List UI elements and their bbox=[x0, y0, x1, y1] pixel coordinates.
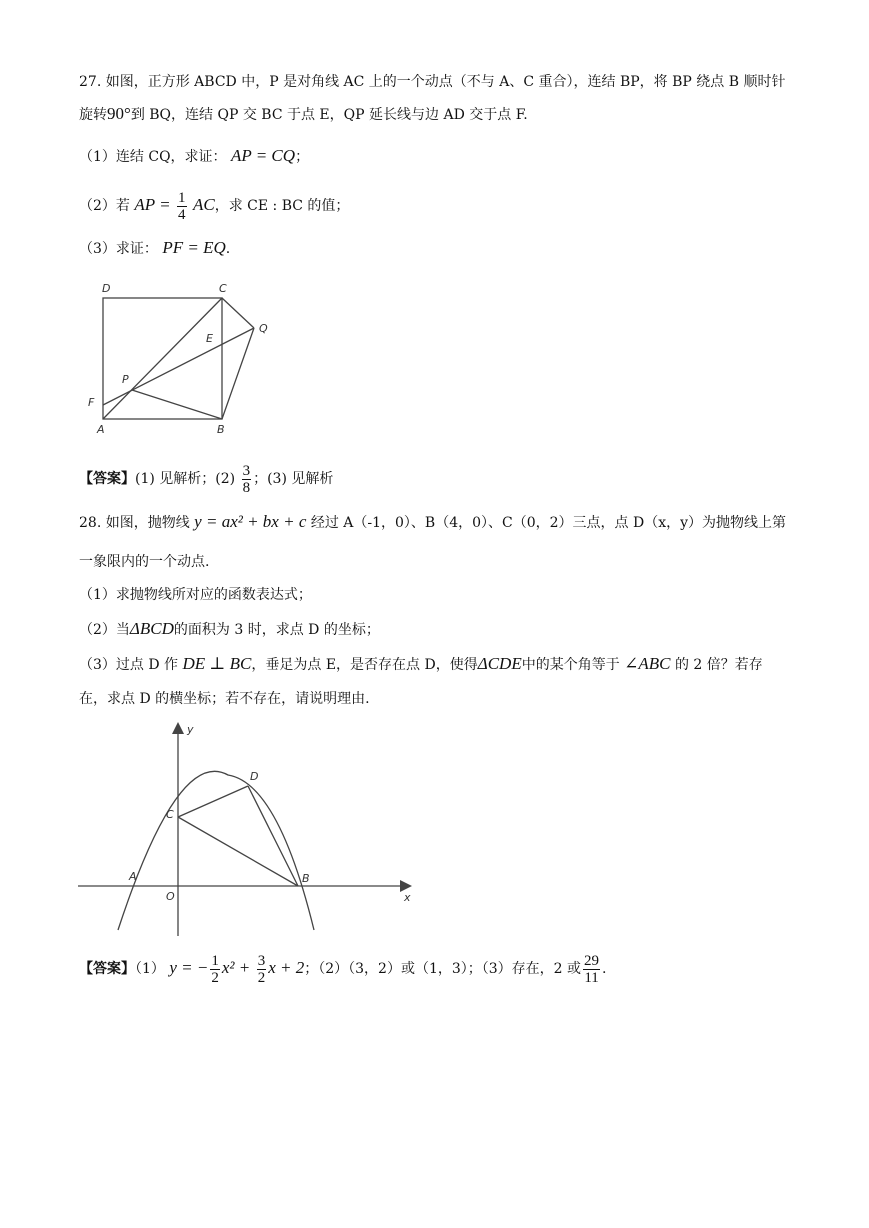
q27-part3-end: . bbox=[225, 241, 231, 257]
q27-part1-math: AP = CQ bbox=[231, 146, 296, 165]
q28-stem-line2: 一象限内的一个动点. bbox=[79, 554, 210, 570]
q28-part3-c: 中的某个角等于 bbox=[521, 657, 620, 673]
q27-answer-prefix: 【答案】 bbox=[79, 471, 135, 487]
q27-answer-fraction bbox=[242, 463, 252, 496]
q28-part2-b: 的面积为 3 时，求点 D 的坐标； bbox=[173, 622, 380, 638]
q28-part2-math: ΔBCD bbox=[129, 619, 174, 638]
q28-part3-a: （3）过点 D 作 bbox=[79, 657, 179, 673]
q27-answer bbox=[79, 462, 333, 496]
q28-part3-line1 bbox=[79, 654, 763, 675]
fraction-denominator: 2 bbox=[211, 969, 219, 986]
y-axis-arrow bbox=[172, 722, 184, 734]
q28-part3-d: 的 2 倍？若存 bbox=[674, 657, 763, 673]
q28-stem-b: 经过 A（-1，0）、B（4，0）、C（0，2）三点，点 D（x，y）为抛物线上第 bbox=[310, 515, 787, 531]
segment-cq bbox=[222, 298, 254, 328]
q28-stem-line1 bbox=[79, 512, 786, 533]
q27-answer-text-a: (1) 见解析；(2) bbox=[135, 471, 236, 487]
q27-angle-90: 90° bbox=[107, 104, 131, 123]
q27-part1-label: （1）连结 CQ，求证： bbox=[79, 149, 227, 165]
q28-part3-math2: ΔCDE bbox=[477, 654, 522, 673]
q28-answer-frac3 bbox=[583, 953, 600, 986]
fraction-denominator: 8 bbox=[242, 479, 251, 496]
label-c: C bbox=[166, 808, 174, 821]
q27-part1-end: ； bbox=[295, 149, 310, 165]
q27-part1 bbox=[79, 146, 309, 167]
q27-part2-math-a: AP = bbox=[134, 195, 171, 214]
q27-part2-math-b: AC bbox=[192, 195, 215, 214]
q28-answer-frac1 bbox=[210, 953, 220, 986]
q28-part2 bbox=[79, 619, 380, 640]
q28-answer-math-c: x + 2 bbox=[268, 958, 305, 977]
q27-part2-label: （2）若 bbox=[79, 198, 130, 214]
label-y: y bbox=[187, 723, 194, 736]
q28-part3-math1: DE ⊥ BC bbox=[182, 654, 252, 673]
q28-answer-math-a: y = − bbox=[169, 958, 209, 977]
fraction-numerator: 1 bbox=[178, 189, 186, 206]
segment-cd bbox=[178, 786, 248, 817]
segment-pb bbox=[132, 390, 222, 419]
label-f: F bbox=[88, 396, 95, 409]
label-c: C bbox=[219, 282, 227, 295]
q27-square-figure bbox=[80, 278, 280, 438]
q28-stem-a: 28. 如图，抛物线 bbox=[79, 515, 190, 531]
label-o: O bbox=[166, 890, 175, 903]
q28-part3-b: ，垂足为点 E，是否存在点 D，使得 bbox=[251, 657, 478, 673]
q28-answer-b: ；（2）（3，2）或（1，3）；（3）存在，2 或 bbox=[304, 961, 582, 977]
label-b: B bbox=[302, 872, 310, 885]
q27-stem-line2 bbox=[79, 104, 528, 125]
fraction-denominator: 2 bbox=[257, 969, 266, 986]
label-e: E bbox=[206, 332, 213, 345]
q28-parabola-figure bbox=[70, 715, 420, 940]
q27-stem-line1: 27. 如图，正方形 ABCD 中，P 是对角线 AC 上的一个动点（不与 A、C 重合），连结 BP，将 BP 绕点 B 顺时针 bbox=[79, 74, 786, 90]
label-q: Q bbox=[259, 322, 268, 335]
label-a: A bbox=[97, 423, 105, 436]
label-b: B bbox=[217, 423, 225, 436]
diagonal-ac bbox=[103, 298, 222, 419]
q27-answer-text-b: ；(3) 见解析 bbox=[253, 471, 334, 487]
q27-rotate-text: 旋转 bbox=[79, 107, 107, 123]
q28-answer-end: . bbox=[602, 961, 607, 977]
label-x: x bbox=[404, 891, 411, 904]
q27-stem-line2-rest: 到 BQ，连结 QP 交 BC 于点 E，QP 延长线与边 AD 交于点 F. bbox=[130, 107, 528, 123]
fraction-numerator: 3 bbox=[257, 952, 266, 969]
fraction-numerator: 29 bbox=[584, 952, 600, 969]
parabola-curve bbox=[118, 771, 314, 930]
q28-part2-a: （2）当 bbox=[79, 622, 130, 638]
q28-answer-prefix: 【答案】 bbox=[79, 961, 135, 977]
q27-part3-label: （3）求证： bbox=[79, 241, 158, 257]
q28-parabola-eq: y = ax² + bx + c bbox=[194, 512, 307, 531]
label-p: P bbox=[122, 373, 129, 386]
q28-answer-a: （1） bbox=[135, 961, 165, 977]
q28-part3-math3: ∠ABC bbox=[624, 654, 671, 673]
label-a: A bbox=[129, 870, 137, 883]
label-d: D bbox=[102, 282, 111, 295]
q27-part2-fraction bbox=[177, 190, 187, 223]
fraction-numerator: 1 bbox=[211, 952, 219, 969]
q28-part1: （1）求抛物线所对应的函数表达式； bbox=[79, 587, 312, 603]
fraction-numerator: 3 bbox=[242, 462, 251, 479]
q28-answer-math-b: x² + bbox=[221, 958, 251, 977]
q28-answer bbox=[79, 950, 607, 987]
q28-part3-line2: 在，求点 D 的横坐标；若不存在，请说明理由. bbox=[79, 691, 370, 707]
fraction-denominator: 11 bbox=[584, 969, 599, 986]
fraction-denominator: 4 bbox=[178, 206, 186, 223]
q27-part2-end: ，求 CE : BC 的值； bbox=[214, 198, 350, 214]
label-d: D bbox=[250, 770, 259, 783]
q28-answer-frac2 bbox=[257, 953, 267, 986]
q27-part2 bbox=[79, 188, 349, 223]
q27-part3-math: PF = EQ bbox=[162, 238, 226, 257]
q27-part3 bbox=[79, 238, 230, 259]
